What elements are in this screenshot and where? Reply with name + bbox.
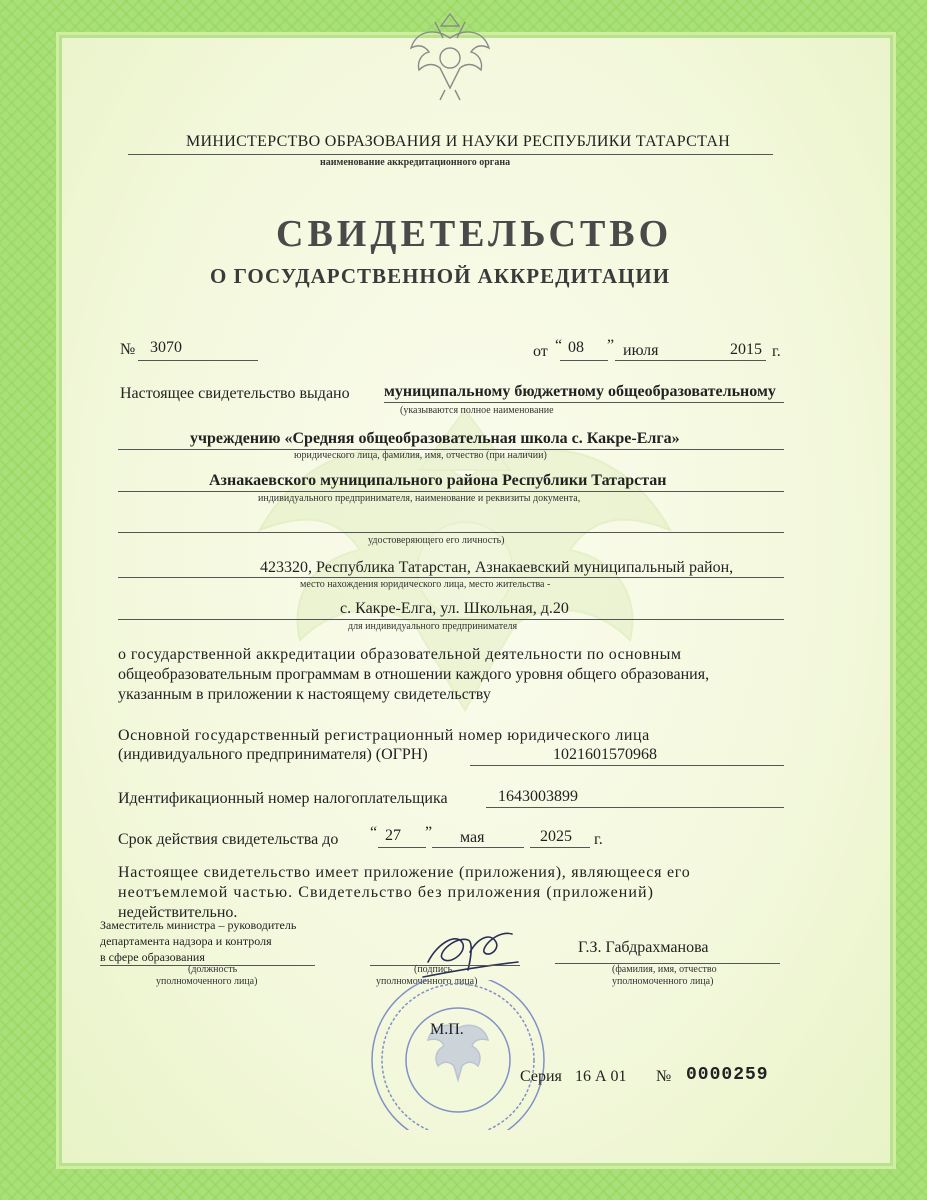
signature-caption-1: (подпись (414, 964, 453, 975)
serial-number-label: № (656, 1068, 672, 1085)
address-caption-2: для индивидуального предпринимателя (348, 621, 518, 632)
validity-year-underline (530, 847, 590, 848)
inn-label: Идентификационный номер налогоплательщика (118, 790, 448, 807)
number-underline (138, 360, 258, 361)
address-underline-1 (118, 577, 784, 578)
issue-day: 08 (568, 339, 584, 356)
accreditation-line-3: указанным в приложении к настоящему свидетельству (118, 686, 491, 703)
issued-underline-3 (118, 491, 784, 492)
issued-underline-1 (384, 402, 784, 403)
validity-year: 2025 (540, 828, 572, 845)
number-label: № (120, 341, 136, 358)
issued-underline-4 (118, 532, 784, 533)
issued-label: Настоящее свидетельство выдано (120, 385, 350, 402)
serial-label: Серия (520, 1068, 562, 1085)
signature-caption-2: уполномоченного лица) (376, 976, 478, 987)
validity-day: 27 (385, 827, 401, 844)
issue-year: 2015 (730, 341, 762, 358)
position-caption-1: (должность (188, 964, 238, 975)
signatory-name: Г.З. Габдрахманова (578, 939, 709, 956)
date-prefix: от (533, 343, 548, 360)
month-underline (615, 360, 727, 361)
ogrn-value: 1021601570968 (553, 746, 657, 763)
validity-day-underline (378, 847, 426, 848)
issued-line-1: муниципальному бюджетному общеобразовательному (384, 383, 776, 400)
authority-caption: наименование аккредитационного органа (320, 157, 511, 168)
validity-label: Срок действия свидетельства до (118, 831, 339, 848)
validity-month-underline (432, 847, 524, 848)
address-line-1: 423320, Республика Татарстан, Азнакаевский муниципальный район, (260, 559, 734, 576)
date-open-quote: “ (555, 337, 563, 354)
inn-value: 1643003899 (498, 788, 578, 805)
appendix-line-1: Настоящее свидетельство имеет приложение (приложения), являющееся его (118, 864, 691, 881)
ogrn-underline (470, 765, 784, 766)
validity-open-quote: “ (370, 824, 378, 841)
validity-year-suffix: г. (594, 831, 603, 848)
serial-series: 16 А 01 (575, 1068, 627, 1085)
year-underline (726, 360, 766, 361)
issued-caption-3: индивидуального предпринимателя, наименование и реквизиты документа, (258, 493, 581, 504)
validity-close-quote: ” (425, 824, 433, 841)
issue-month: июля (623, 342, 659, 359)
issued-caption-1: (указываются полное наименование (400, 405, 554, 416)
ogrn-line-2: (индивидуального предпринимателя) (ОГРН) (118, 746, 428, 763)
day-underline (560, 360, 608, 361)
stamp-label: М.П. (430, 1021, 464, 1038)
issued-line-3: Азнакаевского муниципального района Республики Татарстан (209, 472, 667, 489)
serial-number: 0000259 (686, 1065, 769, 1085)
certificate-title: СВИДЕТЕЛЬСТВО (276, 213, 673, 255)
accreditation-line-2: общеобразовательным программам в отношении каждого уровня общего образования, (118, 666, 710, 683)
appendix-line-3: недействительно. (118, 904, 238, 921)
validity-month: мая (460, 829, 485, 846)
inn-underline (486, 807, 784, 808)
official-seal-icon (358, 980, 558, 1130)
issue-year-suffix: г. (772, 343, 781, 360)
accreditation-line-1: о государственной аккредитации образовательной деятельности по основным (118, 646, 682, 663)
certificate-subtitle: О ГОСУДАРСТВЕННОЙ АККРЕДИТАЦИИ (210, 264, 671, 288)
issued-caption-2: юридического лица, фамилия, имя, отчество (при наличии) (294, 450, 547, 461)
date-close-quote: ” (607, 337, 615, 354)
position-caption-2: уполномоченного лица) (156, 976, 258, 987)
eagle-emblem-top-icon (405, 8, 495, 103)
appendix-line-2: неотъемлемой частью. Свидетельство без приложения (приложений) (118, 884, 654, 901)
issued-caption-4: удостоверяющего его личность) (368, 535, 505, 546)
address-caption-1: место нахождения юридического лица, место жительства - (300, 579, 551, 590)
name-caption-2: уполномоченного лица) (612, 976, 714, 987)
position-line-3: в сфере образования (100, 950, 205, 964)
position-line-2: департамента надзора и контроля (100, 934, 272, 948)
issued-line-2: учреждению «Средняя общеобразовательная школа с. Какре-Елга» (190, 430, 680, 447)
position-line-1: Заместитель министра – руководитель (100, 918, 297, 932)
ogrn-line-1: Основной государственный регистрационный номер юридического лица (118, 727, 650, 744)
address-underline-2 (118, 619, 784, 620)
certificate-number: 3070 (150, 339, 182, 356)
address-line-2: с. Какре-Елга, ул. Школьная, д.20 (340, 600, 569, 617)
authority-name: МИНИСТЕРСТВО ОБРАЗОВАНИЯ И НАУКИ РЕСПУБЛИКИ ТАТАРСТАН (186, 133, 731, 150)
name-caption-1: (фамилия, имя, отчество (612, 964, 717, 975)
authority-underline (128, 154, 773, 155)
